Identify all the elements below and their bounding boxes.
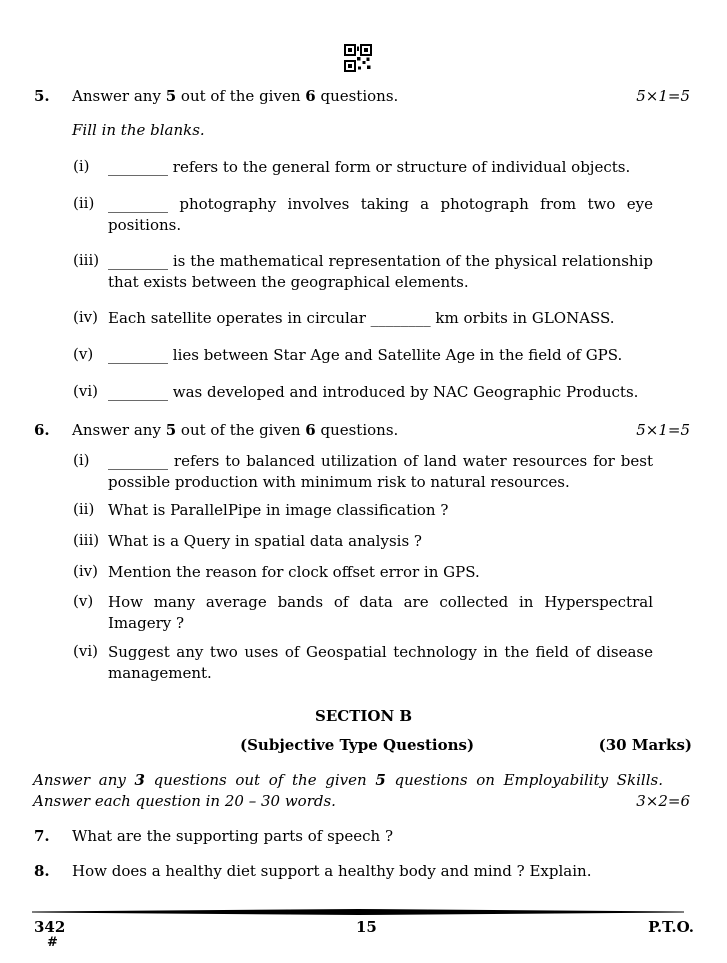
fill-blank-item: ________ refers to the general form or structure of individual objects. <box>108 158 631 176</box>
fill-blank-item: ________ was developed and introduced by NAC Geographic Products. <box>108 383 639 401</box>
footer-rule <box>32 908 684 916</box>
item-roman: (iv) <box>73 562 98 580</box>
item-roman: (v) <box>73 592 94 610</box>
question-number: 7. <box>34 827 50 845</box>
question-number: 6. <box>34 421 50 439</box>
item-roman: (iii) <box>73 531 100 549</box>
question-item: Suggest any two uses of Geospatial technology in the field of disease management. <box>108 643 653 682</box>
item-roman: (v) <box>73 345 94 363</box>
item-roman: (i) <box>73 157 90 175</box>
page-number: 15 <box>356 918 377 936</box>
question-text: How does a healthy diet support a healthy body and mind ? Explain. <box>72 862 592 880</box>
item-roman: (ii) <box>73 500 95 518</box>
instruction-text: Fill in the blanks. <box>72 121 205 139</box>
item-roman: (iv) <box>73 308 98 326</box>
section-instruction: Answer any 3 questions out of the given 5 questions on Employability Skills. <box>33 771 663 789</box>
item-roman: (iii) <box>73 251 100 269</box>
question-item: ________ refers to balanced utilization of land water resources for best possible production with minimum risk to natural resources. <box>108 452 653 491</box>
question-number: 5. <box>34 87 50 105</box>
fill-blank-item: ________ is the mathematical representation of the physical relationship that exists between the geographical elements. <box>108 252 653 291</box>
question-item: How many average bands of data are collected in Hyperspectral Imagery ? <box>108 593 653 632</box>
marks-allotment: 5×1=5 <box>636 421 690 439</box>
item-roman: (ii) <box>73 194 95 212</box>
item-roman: (i) <box>73 451 90 469</box>
section-title: SECTION B <box>315 707 413 725</box>
question-item: Mention the reason for clock offset error in GPS. <box>108 563 480 581</box>
question-stem: Answer any 5 out of the given 6 questions. <box>72 421 399 439</box>
hash-mark: # <box>47 935 58 950</box>
fill-blank-item: ________ lies between Star Age and Satellite Age in the field of GPS. <box>108 346 623 364</box>
qr-code-icon <box>344 44 372 72</box>
fill-blank-item: ________ photography involves taking a photograph from two eye positions. <box>108 195 653 234</box>
item-roman: (vi) <box>73 642 98 660</box>
marks-allotment: 5×1=5 <box>636 87 690 105</box>
fill-blank-item: Each satellite operates in circular ________ km orbits in GLONASS. <box>108 309 615 327</box>
item-roman: (vi) <box>73 382 98 400</box>
section-instruction-marks: 3×2=6 <box>636 792 690 810</box>
question-item: What is a Query in spatial data analysis ? <box>108 532 422 550</box>
question-stem: Answer any 5 out of the given 6 questions. <box>72 87 399 105</box>
question-item: What is ParallelPipe in image classification ? <box>108 501 449 519</box>
section-marks: (30 Marks) <box>598 736 692 754</box>
question-number: 8. <box>34 862 50 880</box>
section-subtitle: (Subjective Type Questions) <box>240 736 475 754</box>
question-text: What are the supporting parts of speech ? <box>72 827 394 845</box>
paper-code: 342 <box>34 918 66 936</box>
pto-label: P.T.O. <box>648 918 694 936</box>
section-instruction-line2: Answer each question in 20 – 30 words. <box>33 792 336 810</box>
